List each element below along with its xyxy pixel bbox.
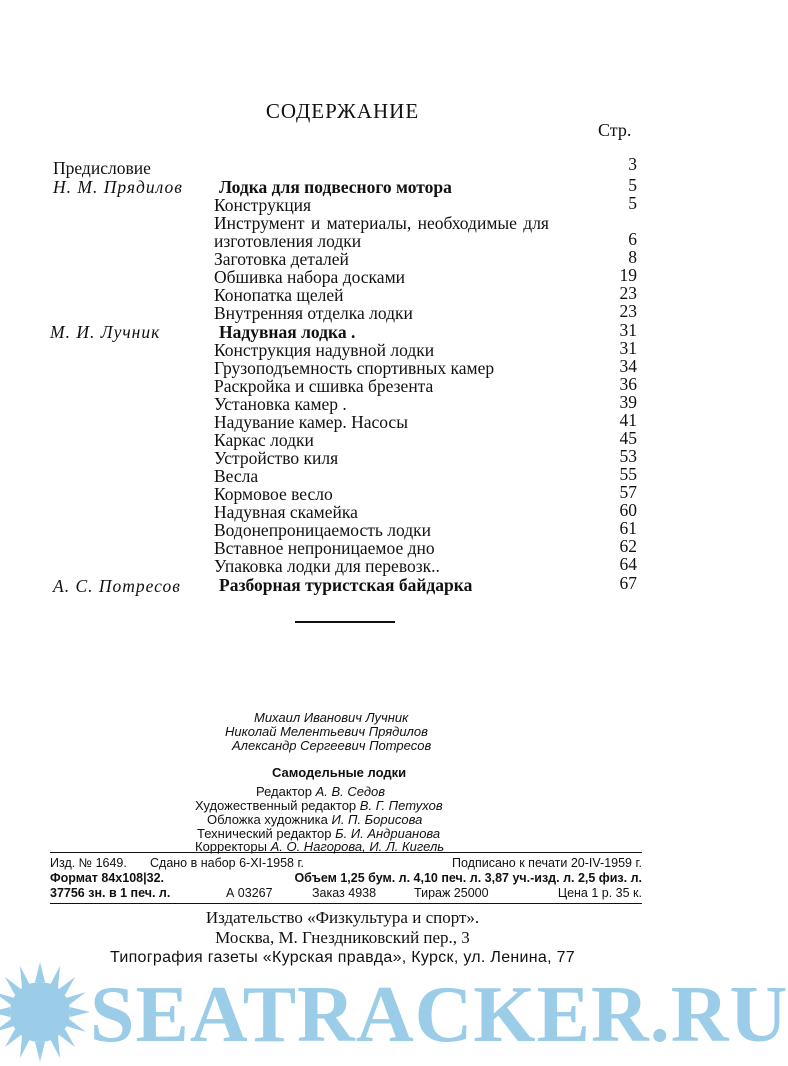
section-author: Н. М. Прядилов — [53, 177, 183, 197]
toc-item: Инструмент и материалы, необходимые для — [214, 213, 549, 233]
credit-line — [195, 799, 443, 813]
toc-item-page: 61 — [619, 518, 637, 538]
credit-role: Технический редактор — [197, 826, 332, 841]
imprint-field: Формат 84x108|32. — [50, 871, 164, 885]
imprint-field: Подписано к печати 20-IV-1959 г. — [452, 856, 642, 870]
page-column-label: Стр. — [598, 120, 632, 140]
printer-line: Типография газеты «Курская правда», Курск, ул. Ленина, 77 — [109, 949, 575, 966]
credit-role: Корректоры — [195, 839, 267, 854]
toc-item: Водонепроницаемость лодки — [214, 520, 431, 540]
foreword-page: 3 — [628, 154, 637, 174]
credit-name: А. В. Седов — [315, 784, 386, 799]
author-name: Николай Мелентьевич Прядилов — [225, 724, 428, 739]
toc-item: Конструкция надувной лодки — [214, 340, 435, 360]
watermark-text: SEATRACKER.RU — [90, 971, 788, 1059]
toc-item-page: 64 — [619, 554, 637, 574]
imprint-field: Заказ 4938 — [312, 886, 377, 900]
toc-item-page: 41 — [619, 410, 637, 430]
toc-item: Конструкция — [214, 195, 312, 215]
toc-item-page: 8 — [628, 247, 637, 267]
divider — [295, 621, 395, 623]
toc-item: Конопатка щелей — [214, 285, 344, 305]
toc-item-page: 62 — [619, 536, 637, 556]
foreword-label: Предисловие — [53, 158, 151, 178]
credit-name: А. О. Нагорова, И. Л. Кигель — [270, 839, 445, 854]
toc-item-page: 23 — [619, 283, 637, 303]
credit-name: В. Г. Петухов — [359, 798, 443, 813]
imprint-field: Изд. № 1649. — [50, 856, 127, 870]
credit-line — [207, 813, 422, 827]
section-author: А. С. Потресов — [53, 576, 181, 596]
toc-item: Устройство киля — [214, 448, 339, 468]
toc-item: Каркас лодки — [214, 430, 314, 450]
publisher-name: Издательство «Физкультура и спорт». — [205, 908, 480, 927]
imprint-field: А 03267 — [226, 886, 273, 900]
toc-item: Вставное непроницаемое дно — [214, 538, 435, 558]
toc-item: Кормовое весло — [214, 484, 333, 504]
toc-item: Раскройка и сшивка брезента — [214, 376, 434, 396]
toc-item: Надувная скамейка — [214, 502, 358, 522]
section-heading: Надувная лодка . — [219, 322, 356, 342]
imprint-field: Тираж 25000 — [414, 886, 489, 900]
toc-item-page: 23 — [619, 301, 637, 321]
toc-item-page: 34 — [619, 356, 637, 376]
section-heading-page: 5 — [628, 175, 637, 195]
imprint-field: Цена 1 р. 35 к. — [557, 886, 642, 900]
book-title: Самодельные лодки — [272, 765, 407, 780]
toc-item-page: 57 — [619, 482, 637, 502]
credit-line — [256, 785, 385, 799]
credit-role: Художественный редактор — [195, 798, 357, 813]
toc-item-page: 31 — [619, 338, 637, 358]
author-name: Михаил Иванович Лучник — [254, 710, 409, 725]
credit-role: Обложка художника — [207, 812, 328, 827]
publisher-address: Москва, М. Гнездниковский пер., 3 — [215, 928, 470, 947]
toc-item-page: 19 — [619, 265, 637, 285]
toc-item: Упаковка лодки для перевозк.. — [214, 556, 440, 576]
credit-name: Б. И. Андрианова — [335, 826, 441, 841]
toc-item-page: 36 — [619, 374, 637, 394]
imprint-field: 37756 зн. в 1 печ. л. — [50, 886, 171, 900]
imprint-box — [50, 852, 642, 904]
page-title: СОДЕРЖАНИЕ — [265, 99, 420, 123]
toc-item-page: 6 — [628, 229, 637, 249]
toc-item: Весла — [214, 466, 259, 486]
toc-item-page: 53 — [619, 446, 637, 466]
toc-item-page: 45 — [619, 428, 637, 448]
section-heading-page: 67 — [619, 573, 637, 593]
toc-item-page: 5 — [628, 193, 637, 213]
imprint-field: Сдано в набор 6-XI-1958 г. — [150, 856, 304, 870]
imprint-field: Объем 1,25 бум. л. 4,10 печ. л. 3,87 уч.-изд. л. 2,5 физ. л. — [294, 871, 642, 885]
section-heading: Разборная туристская байдарка — [219, 575, 473, 595]
toc-item: Заготовка деталей — [214, 249, 349, 269]
toc-item: Грузоподъемность спортивных камер — [214, 358, 495, 378]
toc-item-page: 60 — [619, 500, 637, 520]
section-author: М. И. Лучник — [50, 322, 161, 342]
section-heading: Лодка для подвесного мотора — [219, 177, 452, 197]
credit-name: И. П. Борисова — [331, 812, 423, 827]
toc-item: Установка камер . — [214, 394, 347, 414]
toc-item-page: 55 — [619, 464, 637, 484]
toc-item: Внутренняя отделка лодки — [214, 303, 413, 323]
toc-item-page: 39 — [619, 392, 637, 412]
toc-item: Обшивка набора досками — [214, 267, 406, 287]
toc-item: изготовления лодки — [214, 231, 362, 251]
author-name: Александр Сергеевич Потресов — [232, 738, 432, 753]
section-heading-page: 31 — [619, 320, 637, 340]
credit-role: Редактор — [256, 784, 312, 799]
toc-item: Надувание камер. Насосы — [214, 412, 408, 432]
